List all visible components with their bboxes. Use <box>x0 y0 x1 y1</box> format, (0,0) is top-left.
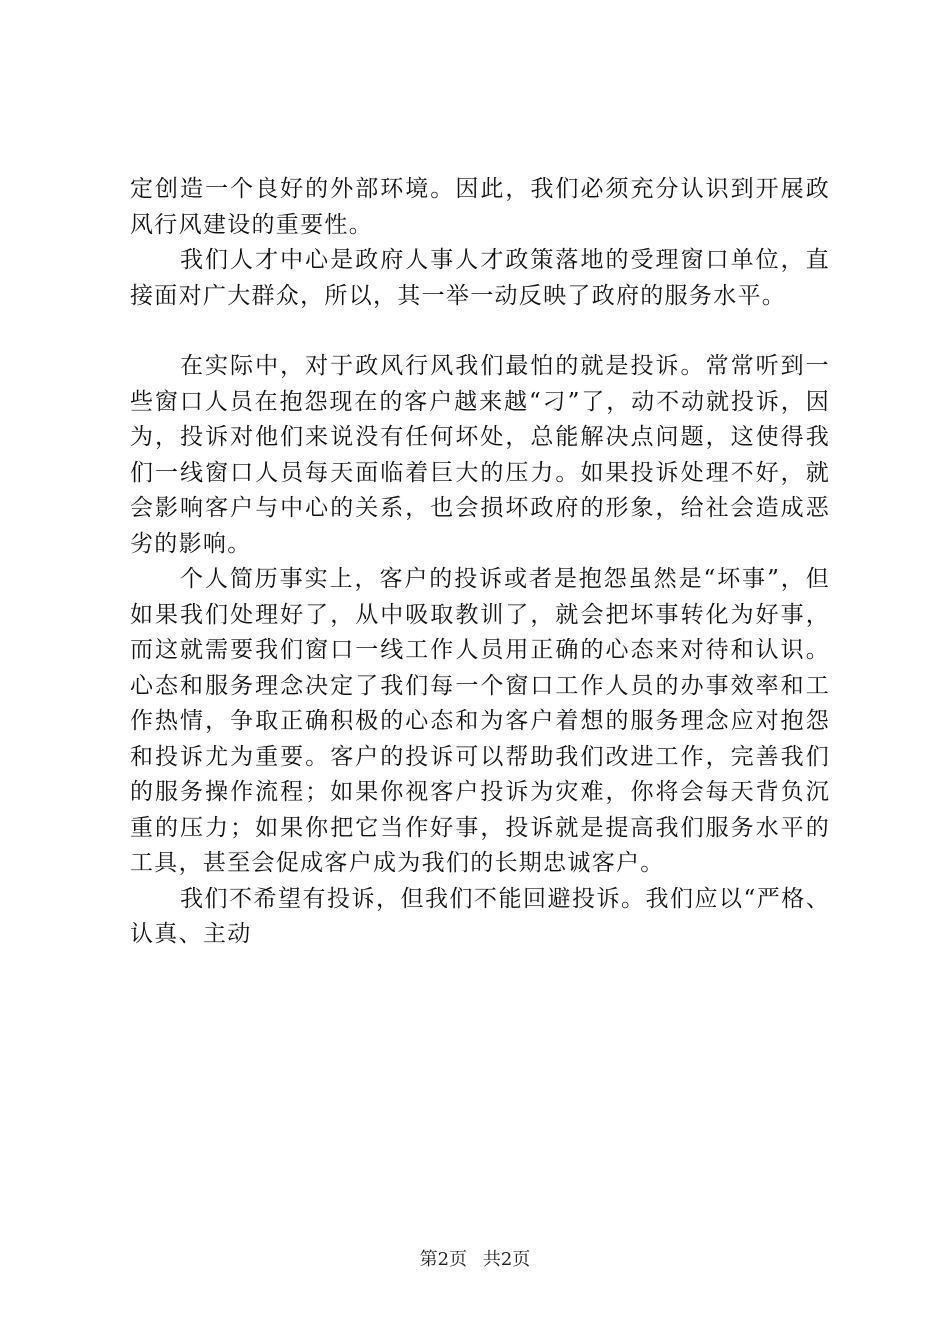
document-body <box>130 172 830 953</box>
paragraph-continuation: 定创造一个良好的外部环境。因此，我们必须充分认识到开展政风行风建设的重要性。 <box>130 176 830 238</box>
paragraph-talent-center: 我们人才中心是政府人事人才政策落地的受理窗口单位，直接面对广大群众，所以，其一举一动反映了政府的服务水平。 <box>130 247 830 309</box>
paragraph-not-avoid-complaints: 我们不希望有投诉，但我们不能回避投诉。我们应以“严格、认真、主动 <box>130 885 830 947</box>
paragraph-complaints: 在实际中，对于政风行风我们最怕的就是投诉。常常听到一些窗口人员在抱怨现在的客户越来越“刁”了，动不动就投诉，因为，投诉对他们来说没有任何坏处，总能解决点问题，这使得我们一线窗口人员每天面临着巨大的压力。如果投诉处理不好，就会影响客户与中心的关系，也会损坏政府的形象，给社会造成恶劣的影响。 <box>130 353 830 557</box>
paragraph-handling-complaints: 个人简历事实上，客户的投诉或者是抱怨虽然是“坏事”，但如果我们处理好了，从中吸取教训了，就会把坏事转化为好事，而这就需要我们窗口一线工作人员用正确的心态来对待和认识。心态和服务理念决定了我们每一个窗口工作人员的办事效率和工作热情，争取正确积极的心态和为客户着想的服务理念应对抱怨和投诉尤为重要。客户的投诉可以帮助我们改进工作，完善我们的服务操作流程；如果你视客户投诉为灾难，你将会每天背负沉重的压力；如果你把它当作好事，投诉就是提高我们服务水平的工具，甚至会促成客户成为我们的长期忠诚客户。 <box>130 566 830 876</box>
page-footer <box>0 1245 950 1271</box>
paragraph-gap <box>130 314 830 349</box>
page-total: 共2页 <box>482 1249 531 1270</box>
page-number: 第2页 <box>419 1249 468 1270</box>
